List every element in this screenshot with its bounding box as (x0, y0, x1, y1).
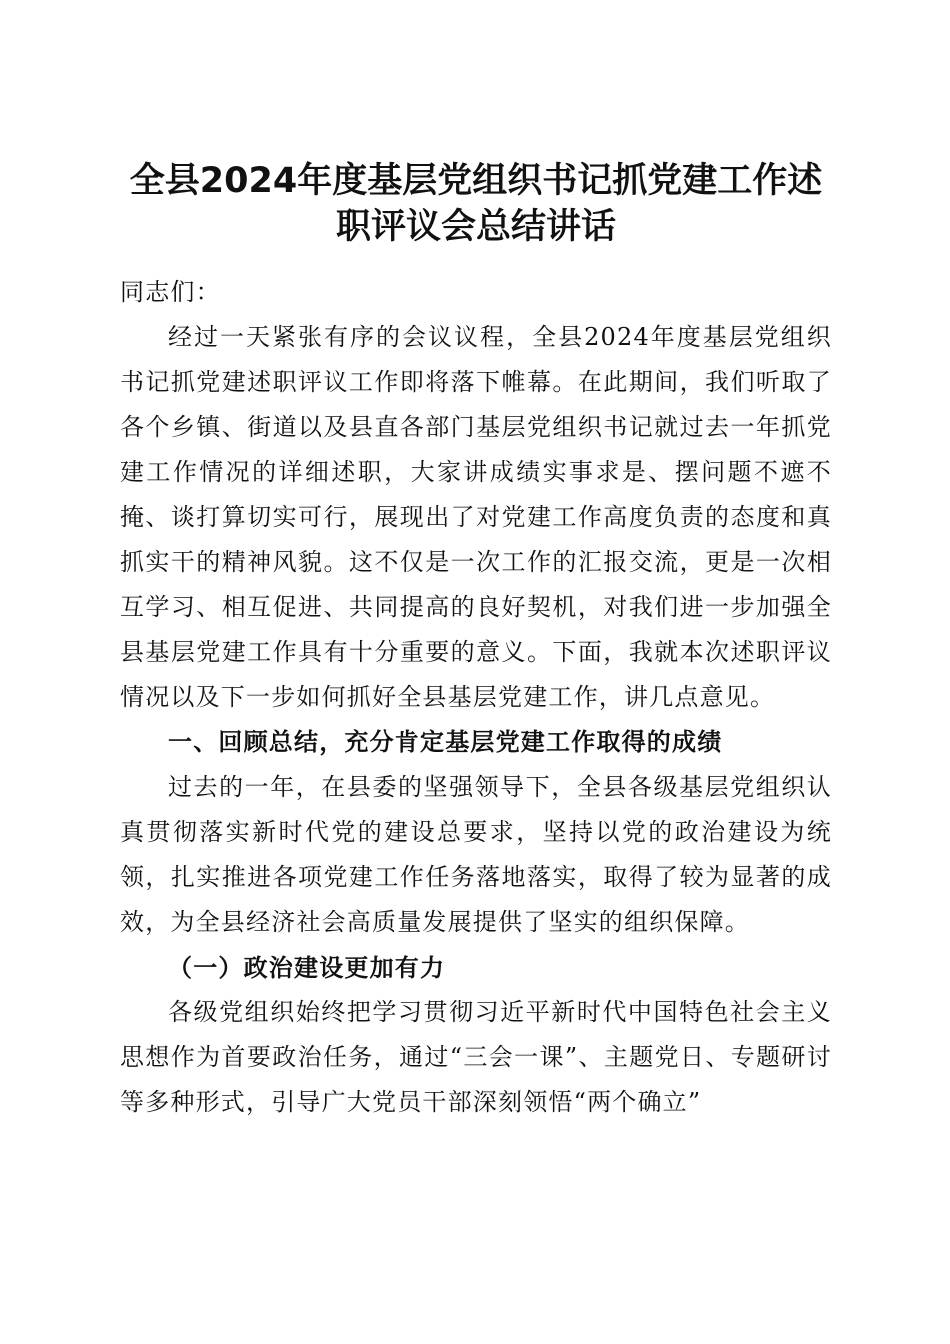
document-content (120, 158, 832, 1125)
section-1-heading: 一、回顾总结，充分肯定基层党建工作取得的成绩 (168, 728, 723, 756)
subsection-1-heading: （一）政治建设更加有力 (168, 953, 446, 982)
title-line-1: 全县2024年度基层党组织书记抓党建工作述 (129, 161, 823, 201)
intro-paragraph: 经过一天紧张有序的会议议程，全县2024年度基层党组织书记抓党建述职评议工作即将落下帷幕。在此期间，我们听取了各个乡镇、街道以及县直各部门基层党组织书记就过去一年抓党建工作情况的详细述职，大家讲成绩实事求是、摆问题不遮不掩、谈打算切实可行，展现出了对党建工作高度负责的态度和真抓实干的精神风貌。这不仅是一次工作的汇报交流，更是一次相互学习、相互促进、共同提高的良好契机，对我们进一步加强全县基层党建工作具有十分重要的意义。下面，我就本次述职评议情况以及下一步如何抓好全县基层党建工作，讲几点意见。 (120, 323, 832, 711)
subsection-1-paragraph: 各级党组织始终把学习贯彻习近平新时代中国特色社会主义思想作为首要政治任务，通过“三会一课”、主题党日、专题研讨等多种形式，引导广大党员干部深刻领悟“两个确立” (120, 998, 832, 1116)
title-line-2: 职评议会总结讲话 (335, 207, 616, 247)
document-body (120, 270, 832, 1125)
section-1-paragraph: 过去的一年，在县委的坚强领导下，全县各级基层党组织认真贯彻落实新时代党的建设总要求，坚持以党的政治建设为统领，扎实推进各项党建工作任务落地落实，取得了较为显著的成效，为全县经济社会高质量发展提供了坚实的组织保障。 (120, 773, 832, 936)
salutation: 同志们： (120, 278, 221, 306)
document-title (120, 158, 832, 250)
